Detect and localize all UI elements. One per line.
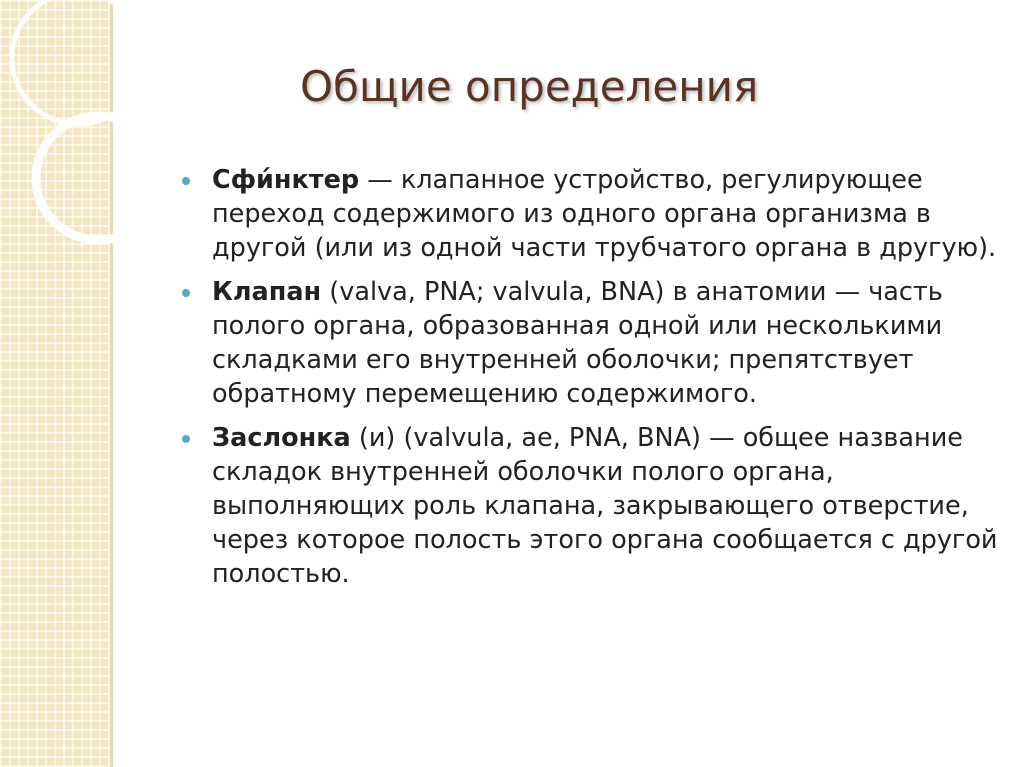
decorative-rings (0, 0, 130, 767)
decorative-ring-top (12, 0, 144, 124)
definition-term: Заслонка (212, 423, 351, 453)
decorative-ring-middle (36, 116, 160, 240)
definition-text: (valva, PNA; valvula, BNA) в анатомии — часть полого органа, образованная одной или несколькими складками его внутренней оболочки; препятствует обратному перемещению содержимого. (212, 277, 943, 409)
bullet-icon (182, 177, 190, 185)
definition-item-flap (180, 421, 1010, 591)
definition-text: (и) (valvula, ae, PNA, BNA) — общее название складок внутренней оболочки полого органа, выполняющих роль клапана, закрывающего отверстие, через которое полость этого органа сообщается с другой полостью. (212, 423, 998, 589)
definition-item-valve (180, 275, 1010, 411)
definition-term: Сфи́нктер (212, 165, 360, 195)
bullet-icon (182, 289, 190, 297)
definitions-list (180, 163, 1010, 601)
definition-term: Клапан (212, 277, 322, 307)
slide-title: Общие определения (300, 62, 759, 111)
definition-text: — клапанное устройство, регулирующее переход содержимого из одного органа организма в другой (или из одной части трубчатого органа в другую). (212, 165, 997, 263)
bullet-icon (182, 435, 190, 443)
definition-item-sphincter (180, 163, 1010, 265)
